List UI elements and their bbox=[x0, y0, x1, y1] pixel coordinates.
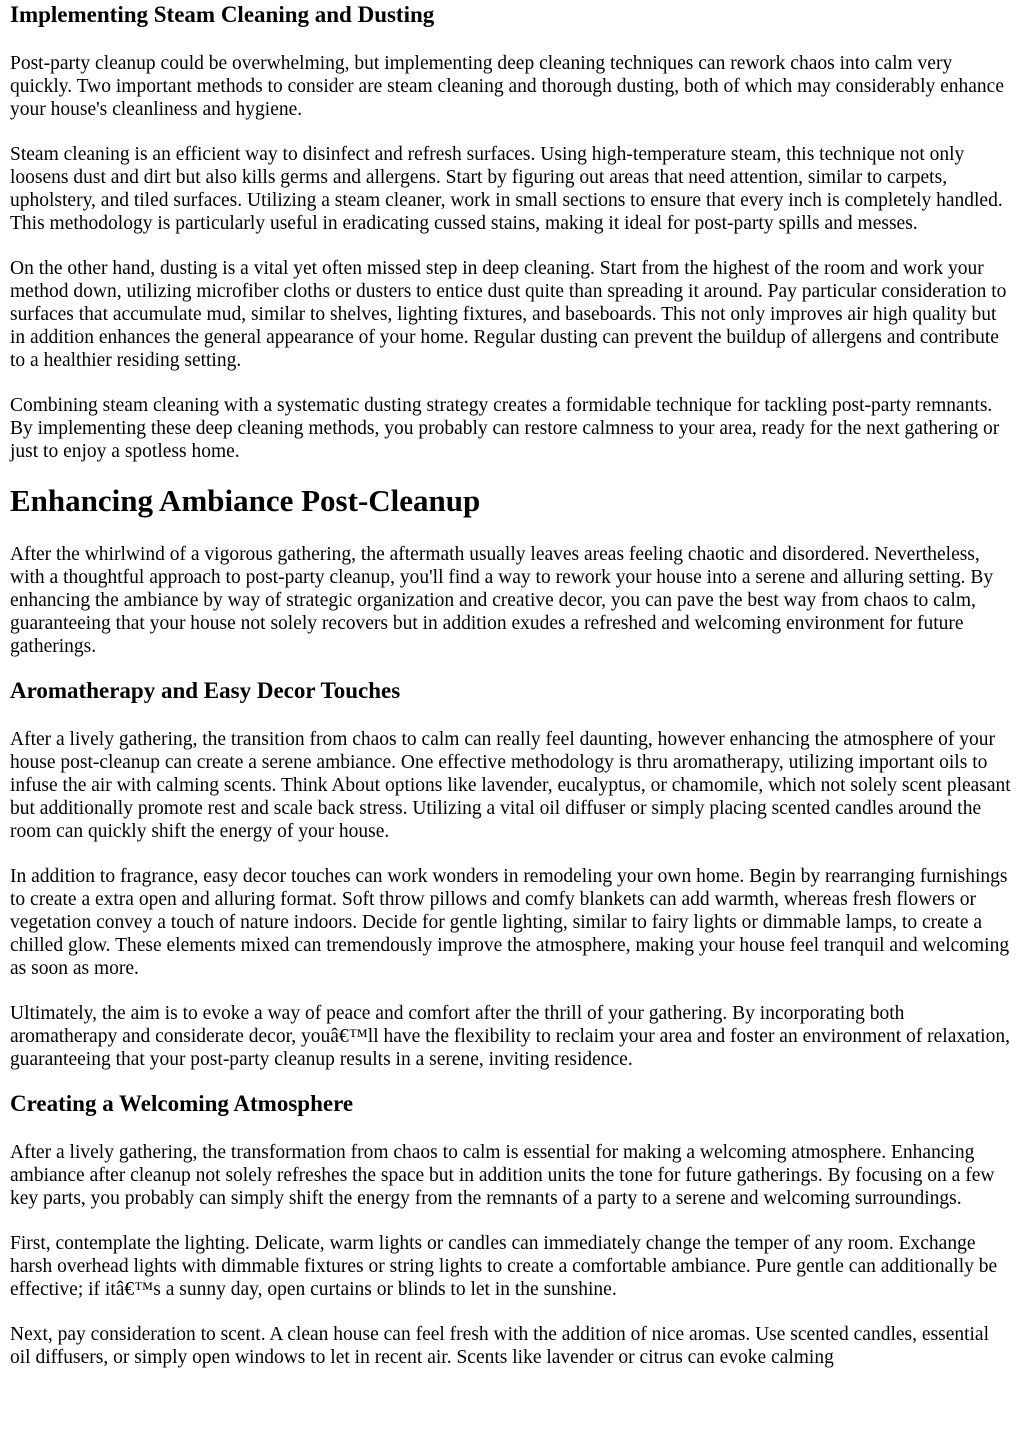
section-heading-aromatherapy: Aromatherapy and Easy Decor Touches bbox=[10, 678, 401, 703]
paragraph: Ultimately, the aim is to evoke a way of peace and comfort after the thrill of your gathering. By incorporating both aromatherapy and considerate decor, youâ€™ll have the flexibility to reclaim your area and foster an environment of relaxation, guaranteeing that your post-party cleanup results in a serene, inviting residence. bbox=[10, 1003, 1010, 1070]
section-body-steam-cleaning bbox=[10, 52, 1014, 463]
paragraph: After a lively gathering, the transition from chaos to calm can really feel daunting, however enhancing the atmosphere of your house post-cleanup can create a serene ambiance. One effective methodology is thru aromatherapy, utilizing important oils to infuse the air with calming scents. Think About options like lavender, eucalyptus, or chamomile, which not solely scent pleasant but additionally promote rest and scale back stress. Utilizing a vital oil diffuser or simply placing scented candles around the room can quickly shift the energy of your house. bbox=[10, 729, 1011, 842]
section-heading-steam-cleaning: Implementing Steam Cleaning and Dusting bbox=[10, 2, 435, 27]
paragraph: After the whirlwind of a vigorous gathering, the aftermath usually leaves areas feeling chaotic and disordered. Nevertheless, with a thoughtful approach to post-party cleanup, you'll find a way to rework your house into a serene and alluring setting. By enhancing the ambiance by way of strategic organization and creative decor, you can pave the best way from chaos to calm, guaranteeing that your house not solely recovers but in addition exudes a refreshed and welcoming environment for future gatherings. bbox=[10, 544, 994, 657]
paragraph: On the other hand, dusting is a vital yet often missed step in deep cleaning. Start from the highest of the room and work your method down, utilizing microfiber cloths or dusters to entice dust quite than spreading it around. Pay particular consideration to surfaces that accumulate mud, similar to shelves, lighting fixtures, and baseboards. This not only improves air high quality but in addition enhances the general appearance of your home. Regular dusting can prevent the buildup of allergens and contribute to a healthier residing setting. bbox=[10, 258, 1007, 371]
paragraph: Next, pay consideration to scent. A clean house can feel fresh with the addition of nice aromas. Use scented candles, essential oil diffusers, or simply open windows to let in recent air. Scents like lavender or citrus can evoke calming bbox=[10, 1324, 990, 1368]
paragraph: In addition to fragrance, easy decor touches can work wonders in remodeling your own home. Begin by rearranging furnishings to create a extra open and alluring format. Soft throw pillows and comfy blankets can add warmth, whereas fresh flowers or vegetation convey a touch of nature indoors. Decide for gentle lighting, similar to fairy lights or dimmable lamps, to create a chilled glow. These elements mixed can tremendously improve the atmosphere, making your house feel tranquil and welcoming as soon as more. bbox=[10, 866, 1010, 979]
section-body-welcoming-atmosphere bbox=[10, 1141, 1014, 1369]
section-heading-enhancing-ambiance: Enhancing Ambiance Post-Cleanup bbox=[10, 483, 481, 518]
section-body-aromatherapy bbox=[10, 728, 1014, 1071]
paragraph: After a lively gathering, the transformation from chaos to calm is essential for making a welcoming atmosphere. Enhancing ambiance after cleanup not solely refreshes the space but in addition units the tone for future gatherings. By focusing on a few key parts, you probably can simply shift the energy from the remnants of a party to a serene and welcoming surroundings. bbox=[10, 1142, 995, 1209]
paragraph: Combining steam cleaning with a systematic dusting strategy creates a formidable technique for tackling post-party remnants. By implementing these deep cleaning methods, you probably can restore calmness to your area, ready for the next gathering or just to enjoy a spotless home. bbox=[10, 395, 1000, 462]
paragraph: First, contemplate the lighting. Delicate, warm lights or candles can immediately change the temper of any room. Exchange harsh overhead lights with dimmable fixtures or string lights to create a comfortable ambiance. Pure gentle can additionally be effective; if itâ€™s a sunny day, open curtains or blinds to let in the sunshine. bbox=[10, 1233, 998, 1300]
paragraph: Steam cleaning is an efficient way to disinfect and refresh surfaces. Using high-temperature steam, this technique not only loosens dust and dirt but also kills germs and allergens. Start by figuring out areas that need attention, similar to carpets, upholstery, and tiled surfaces. Utilizing a steam cleaner, work in small sections to ensure that every inch is completely handled. This methodology is particularly useful in eradicating cussed stains, making it ideal for post-party spills and messes. bbox=[10, 144, 1003, 234]
section-body-enhancing-ambiance bbox=[10, 543, 1014, 658]
paragraph: Post-party cleanup could be overwhelming, but implementing deep cleaning techniques can rework chaos into calm very quickly. Two important methods to consider are steam cleaning and thorough dusting, both of which may considerably enhance your house's cleanliness and hygiene. bbox=[10, 53, 1004, 120]
section-heading-welcoming-atmosphere: Creating a Welcoming Atmosphere bbox=[10, 1091, 354, 1116]
